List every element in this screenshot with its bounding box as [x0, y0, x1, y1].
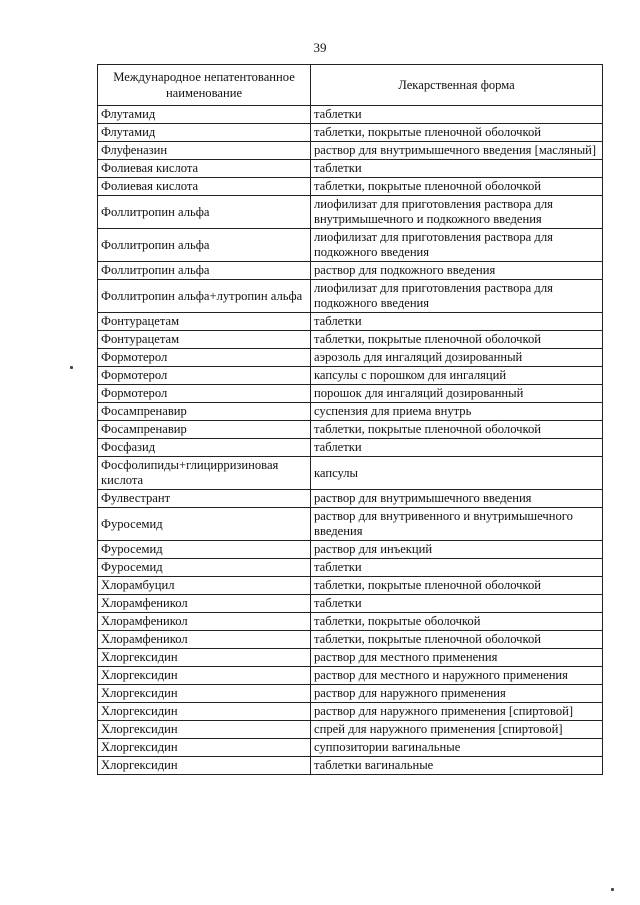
inn-cell: Хлоргексидин — [98, 703, 311, 721]
table-row — [98, 142, 603, 160]
dosage-form-cell: таблетки, покрытые пленочной оболочкой — [311, 124, 603, 142]
header-dosage-form: Лекарственная форма — [311, 65, 603, 106]
inn-cell: Фуросемид — [98, 541, 311, 559]
table-row — [98, 508, 603, 541]
dosage-form-cell: таблетки, покрытые оболочкой — [311, 613, 603, 631]
table-row — [98, 367, 603, 385]
inn-cell: Хлорамфеникол — [98, 631, 311, 649]
dosage-form-cell: таблетки, покрытые пленочной оболочкой — [311, 331, 603, 349]
table-row — [98, 280, 603, 313]
inn-cell: Фуросемид — [98, 559, 311, 577]
inn-cell: Фосампренавир — [98, 403, 311, 421]
dosage-form-cell: аэрозоль для ингаляций дозированный — [311, 349, 603, 367]
dosage-form-cell: таблетки — [311, 559, 603, 577]
inn-cell: Хлоргексидин — [98, 721, 311, 739]
inn-cell: Фоллитропин альфа — [98, 262, 311, 280]
table-row — [98, 229, 603, 262]
dosage-form-cell: суппозитории вагинальные — [311, 739, 603, 757]
inn-cell: Фосфолипиды+глицирризиновая кислота — [98, 457, 311, 490]
inn-cell: Хлоргексидин — [98, 649, 311, 667]
inn-cell: Флутамид — [98, 106, 311, 124]
table-row — [98, 667, 603, 685]
inn-cell: Хлорамбуцил — [98, 577, 311, 595]
inn-cell: Фоллитропин альфа — [98, 196, 311, 229]
table-row — [98, 685, 603, 703]
dosage-form-cell: спрей для наружного применения [спиртовой] — [311, 721, 603, 739]
table-row — [98, 178, 603, 196]
table-row — [98, 559, 603, 577]
table-row — [98, 349, 603, 367]
dosage-form-cell: таблетки — [311, 313, 603, 331]
table-row — [98, 541, 603, 559]
table-row — [98, 613, 603, 631]
dosage-form-cell: раствор для внутримышечного введения [масляный] — [311, 142, 603, 160]
inn-cell: Фулвестрант — [98, 490, 311, 508]
dosage-form-cell: таблетки, покрытые пленочной оболочкой — [311, 631, 603, 649]
inn-cell: Хлоргексидин — [98, 685, 311, 703]
inn-cell: Фуросемид — [98, 508, 311, 541]
table-row — [98, 757, 603, 775]
inn-cell: Флуфеназин — [98, 142, 311, 160]
inn-cell: Фосфазид — [98, 439, 311, 457]
dosage-form-cell: порошок для ингаляций дозированный — [311, 385, 603, 403]
inn-cell: Формотерол — [98, 367, 311, 385]
dosage-form-cell: суспензия для приема внутрь — [311, 403, 603, 421]
inn-cell: Хлоргексидин — [98, 739, 311, 757]
table-row — [98, 703, 603, 721]
table-row — [98, 385, 603, 403]
table-row — [98, 331, 603, 349]
page-number: 39 — [313, 40, 327, 55]
drug-table — [97, 64, 603, 775]
table-row — [98, 313, 603, 331]
table-row — [98, 439, 603, 457]
dosage-form-cell: таблетки — [311, 439, 603, 457]
dosage-form-cell: таблетки, покрытые пленочной оболочкой — [311, 421, 603, 439]
inn-cell: Фоллитропин альфа — [98, 229, 311, 262]
dosage-form-cell: лиофилизат для приготовления раствора для подкожного введения — [311, 280, 603, 313]
dosage-form-cell: таблетки — [311, 106, 603, 124]
table-row — [98, 649, 603, 667]
table-row — [98, 631, 603, 649]
inn-cell: Фолиевая кислота — [98, 160, 311, 178]
table-row — [98, 421, 603, 439]
dosage-form-cell: раствор для внутривенного и внутримышечного введения — [311, 508, 603, 541]
table-row — [98, 577, 603, 595]
table-row — [98, 457, 603, 490]
table-row — [98, 490, 603, 508]
header-inn: Международное непатентованное наименование — [98, 65, 311, 106]
table-row — [98, 160, 603, 178]
table-body — [98, 106, 603, 775]
table-header-row — [98, 65, 603, 106]
table-row — [98, 124, 603, 142]
inn-cell: Формотерол — [98, 385, 311, 403]
dosage-form-cell: раствор для наружного применения — [311, 685, 603, 703]
dosage-form-cell: таблетки, покрытые пленочной оболочкой — [311, 178, 603, 196]
table-row — [98, 196, 603, 229]
dosage-form-cell: раствор для инъекций — [311, 541, 603, 559]
inn-cell: Фосампренавир — [98, 421, 311, 439]
inn-cell: Формотерол — [98, 349, 311, 367]
dosage-form-cell: таблетки вагинальные — [311, 757, 603, 775]
dosage-form-cell: раствор для наружного применения [спиртовой] — [311, 703, 603, 721]
dosage-form-cell: раствор для местного и наружного применения — [311, 667, 603, 685]
inn-cell: Фонтурацетам — [98, 313, 311, 331]
inn-cell: Хлорамфеникол — [98, 595, 311, 613]
dosage-form-cell: таблетки, покрытые пленочной оболочкой — [311, 577, 603, 595]
dosage-form-cell: таблетки — [311, 595, 603, 613]
scan-speck — [611, 888, 614, 891]
dosage-form-cell: таблетки — [311, 160, 603, 178]
dosage-form-cell: лиофилизат для приготовления раствора для подкожного введения — [311, 229, 603, 262]
inn-cell: Хлорамфеникол — [98, 613, 311, 631]
inn-cell: Флутамид — [98, 124, 311, 142]
table-row — [98, 595, 603, 613]
scan-speck — [70, 366, 73, 369]
inn-cell: Фонтурацетам — [98, 331, 311, 349]
inn-cell: Фоллитропин альфа+лутропин альфа — [98, 280, 311, 313]
dosage-form-cell: капсулы с порошком для ингаляций — [311, 367, 603, 385]
table-row — [98, 721, 603, 739]
inn-cell: Хлоргексидин — [98, 667, 311, 685]
dosage-form-cell: раствор для внутримышечного введения — [311, 490, 603, 508]
table-row — [98, 739, 603, 757]
table-row — [98, 262, 603, 280]
table-row — [98, 106, 603, 124]
table-row — [98, 403, 603, 421]
inn-cell: Фолиевая кислота — [98, 178, 311, 196]
dosage-form-cell: раствор для подкожного введения — [311, 262, 603, 280]
dosage-form-cell: капсулы — [311, 457, 603, 490]
dosage-form-cell: раствор для местного применения — [311, 649, 603, 667]
dosage-form-cell: лиофилизат для приготовления раствора для внутримышечного и подкожного введения — [311, 196, 603, 229]
inn-cell: Хлоргексидин — [98, 757, 311, 775]
